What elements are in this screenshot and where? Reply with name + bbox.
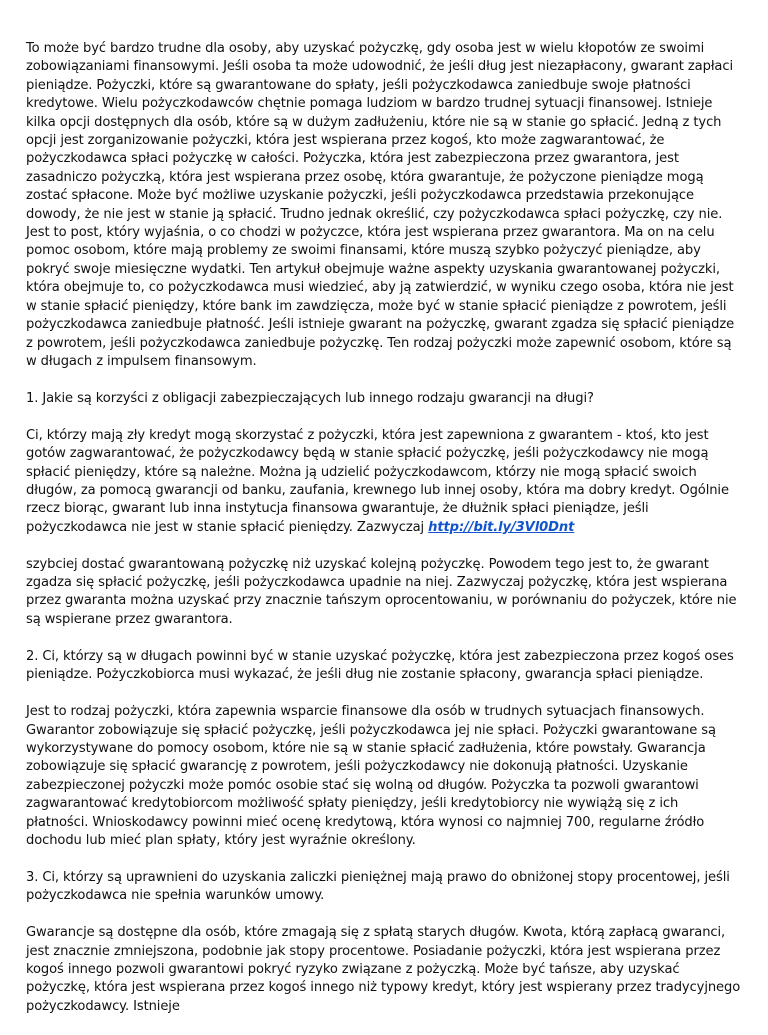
section-3-heading: 3. Ci, którzy są uprawnieni do uzyskania zaliczki pieniężnej mają prawo do obniżonej stopy procentowej, jeśli pożyczkodawca nie spełnia warunków umowy. — [26, 869, 730, 904]
section-3-paragraph: Gwarancje są dostępne dla osób, które zmagają się z spłatą starych długów. Kwota, którą zapłacą gwaranci, jest znacznie zmniejszona, podobnie jak stopy procentowe. Posiadanie pożyczki, która jest wspierana przez kogoś innego pozwoli gwarantowi pokryć ryzyko związane z pożyczką. Może być tańsze, aby uzyskać pożyczkę, która jest wspierana przez kogoś innego niż typowy kredyt, który jest wspierany przez tradycyjnego pożyczkodawcy. Istnieje — [26, 925, 741, 1014]
section-1-text: Ci, którzy mają zły kredyt mogą skorzystać z pożyczki, która jest zapewniona z gwarantem - ktoś, kto jest gotów zagwarantować, że pożyczkodawcy będą w stanie spłacić pożyczkę, jeśli pożyczkodawcy nie mogą spłacić pieniędzy, które są należne. Można ją udzielić pożyczkodawcom, którzy nie mogą spłacić swoich długów, za pomocą gwarancji od banku, zaufania, krewnego lub innej osoby, która ma dobry kredyt. Ogólnie rzecz biorąc, gwarant lub inna instytucja finansowa gwarantuje, że dłużnik spłaci pieniądze, jeśli pożyczkodawca nie jest w stanie spłacić pieniędzy. Zazwyczaj — [26, 427, 729, 535]
continuation-paragraph: szybciej dostać gwarantowaną pożyczkę niż uzyskać kolejną pożyczkę. Powodem tego jest to, że gwarant zgadza się spłacić pożyczkę, jeśli pożyczkodawca upadnie na niej. Zazwyczaj pożyczkę, która jest wspierana przez gwaranta można uzyskać przy znacznie tańszym oprocentowaniu, w porównaniu do pożyczek, które nie są wspierane przez gwarantora. — [26, 556, 737, 627]
section-1-heading: 1. Jakie są korzyści z obligacji zabezpieczających lub innego rodzaju gwarancji na długi? — [26, 390, 594, 406]
bitly-link[interactable]: http://bit.ly/3Vl0Dnt — [428, 519, 575, 535]
section-2-heading: 2. Ci, którzy są w długach powinni być w stanie uzyskać pożyczkę, która jest zabezpieczona przez kogoś oses pieniądze. Pożyczkobiorca musi wykazać, że jeśli dług nie zostanie spłacony, gwarancja spłaci pieniądze. — [26, 648, 734, 683]
intro-paragraph: To może być bardzo trudne dla osoby, aby uzyskać pożyczkę, gdy osoba jest w wielu kłopotów ze swoimi zobowiązaniami finansowymi. Jeśli osoba ta może udowodnić, że jeśli dług jest niezapłacony, gwarant zapłaci pieniądze. Pożyczki, które są gwarantowane do spłaty, jeśli pożyczkodawca zaniedbuje swoje płatności kredytowe. Wielu pożyczkodawców chętnie pomaga ludziom w bardzo trudnej sytuacji finansowej. Istnieje kilka opcji dostępnych dla osób, które są w dużym zadłużeniu, które nie są w stanie go spłacić. Jedną z tych opcji jest zorganizowanie pożyczki, która jest wspierana przez kogoś, kto może zagwarantować, że pożyczkodawca spłaci pożyczkę w całości. Pożyczka, która jest zabezpieczona przez gwarantora, jest zasadniczo pożyczką, która jest wspierana przez osobę, która gwarantuje, że pożyczone pieniądze mogą zostać spłacone. Może być możliwe uzyskanie pożyczki, jeśli pożyczkodawca przedstawia przekonujące dowody, że nie jest w stanie ją spłacić. Trudno jednak określić, czy pożyczkodawca spłaci pożyczkę, czy nie. Jest to post, który wyjaśnia, o co chodzi w pożyczce, która jest wspierana przez gwarantora. Ma on na celu pomoc osobom, które mają problemy ze swoimi finansami, które muszą szybko pożyczyć pieniądze, aby pokryć swoje miesięczne wydatki. Ten artykuł obejmuje ważne aspekty uzyskania gwarantowanej pożyczki, która obejmuje to, co pożyczkodawca musi wiedzieć, aby ją zatwierdzić, w wyniku czego osoba, która nie jest w stanie spłacić pieniędzy, które bank im zawdzięcza, może być w stanie spłacić pieniądze z powrotem, jeśli pożyczkodawca zaniedbuje płatność. Jeśli istnieje gwarant na pożyczkę, gwarant zgadza się spłacić pieniądze z powrotem, jeśli pożyczkodawca zaniedbuje pożyczkę. Ten rodzaj pożyczki może zapewnić osobom, które są w długach z impulsem finansowym. — [26, 41, 735, 369]
document-page — [26, 40, 744, 1035]
section-2-paragraph: Jest to rodzaj pożyczki, która zapewnia wsparcie finansowe dla osób w trudnych sytuacjach finansowych. Gwarantor zobowiązuje się spłacić pożyczkę, jeśli pożyczkodawca jej nie spłaci. Pożyczki gwarantowane są wykorzystywane do pomocy osobom, które nie są w stanie spłacić zadłużenia, które powstały. Gwarancja zobowiązuje się spłacić gwarancję z powrotem, jeśli pożyczkodawcy nie dokonują płatności. Uzyskanie zabezpieczonej pożyczki może pomóc osobie stać się wolną od długów. Pożyczka ta pozwoli gwarantowi zagwarantować kredytobiorcom możliwość spłaty pieniędzy, jeśli kredytobiorcy nie wywiążą się z ich płatności. Wnioskodawcy powinni mieć ocenę kredytową, która wynosi co najmniej 700, regularne źródło dochodu lub mieć plan spłaty, który jest wyraźnie określony. — [26, 704, 716, 848]
section-1-paragraph — [26, 427, 744, 537]
